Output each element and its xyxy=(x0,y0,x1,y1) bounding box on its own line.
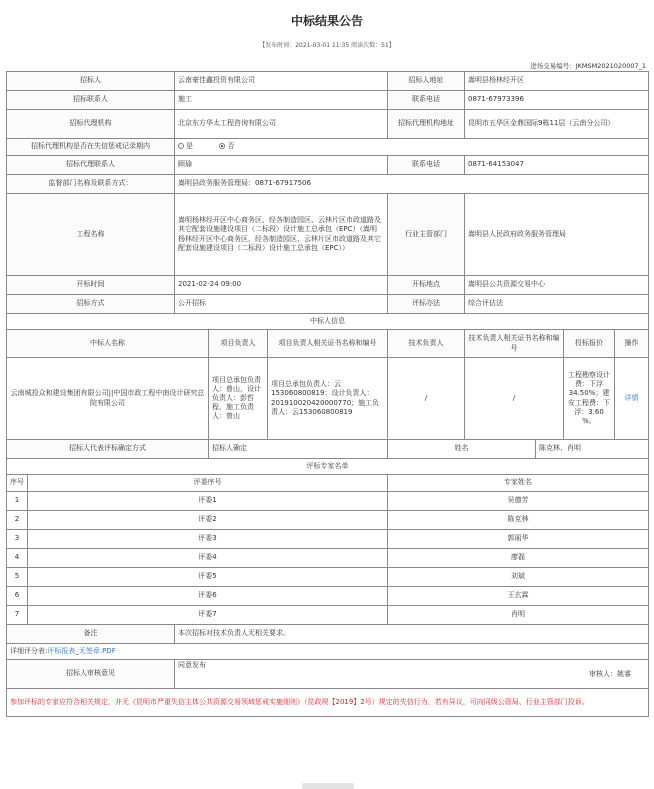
page-title: 中标结果公告 xyxy=(290,14,363,28)
remark-value: 本次招标对技术负责人无相关要求。 xyxy=(175,625,649,644)
review-cell xyxy=(175,660,649,689)
open-place-value: 嵩明县公共资源交易中心 xyxy=(465,276,649,295)
expert-no: 4 xyxy=(7,549,28,568)
winner-header-price: 投标报价 xyxy=(564,330,615,358)
table-row xyxy=(7,511,649,530)
method-value: 公开招标 xyxy=(175,295,388,314)
dept-value: 嵩明县人民政府政务服务管理局 xyxy=(465,194,649,276)
tenderer-value: 云南豪佳鑫投资有限公司 xyxy=(175,72,388,91)
rep-name-value: 陈克林、肖明 xyxy=(536,440,649,459)
expert-seq: 评委7 xyxy=(28,606,388,625)
announcement-table xyxy=(6,71,649,717)
open-time-value: 2021-02-24 09:00 xyxy=(175,276,388,295)
open-time-label: 开标时间 xyxy=(7,276,175,295)
supervisor-label: 监督部门名称及联系方式： xyxy=(7,175,175,194)
radio-yes[interactable] xyxy=(178,143,184,149)
supervisor-value: 嵩明县政务服务管理局：0871-67917506 xyxy=(175,175,649,194)
contact-label: 招标联系人 xyxy=(7,91,175,110)
phone-value: 0871-67973396 xyxy=(465,91,649,110)
phone-label: 联系电话 xyxy=(388,91,465,110)
agency-address-label: 招标代理机构地址 xyxy=(388,110,465,139)
eval-label: 评标办法 xyxy=(388,295,465,314)
table-row xyxy=(7,549,649,568)
radio-no[interactable] xyxy=(219,143,225,149)
agency-contact-label: 招标代理联系人 xyxy=(7,156,175,175)
rep-method-label: 招标人代表评标确定方式 xyxy=(7,440,209,459)
expert-no: 7 xyxy=(7,606,28,625)
detail-row xyxy=(7,644,649,660)
winner-section-title: 中标人信息 xyxy=(7,314,649,330)
agency-label: 招标代理机构 xyxy=(7,110,175,139)
expert-name: 廖磊 xyxy=(388,549,649,568)
radio-yes-label: 是 xyxy=(186,142,193,151)
trade-number: 进场交易编号：JKMSM2021020007_1 xyxy=(530,62,646,70)
table-row xyxy=(7,568,649,587)
table-row xyxy=(7,530,649,549)
winner-header-manager: 项目负责人 xyxy=(209,330,268,358)
expert-seq: 评委3 xyxy=(28,530,388,549)
expert-header-name: 专家姓名 xyxy=(388,475,649,492)
expert-name: 刘斌 xyxy=(388,568,649,587)
expert-header-seq: 评委序号 xyxy=(28,475,388,492)
table-row xyxy=(7,492,649,511)
winner-tech: / xyxy=(388,358,465,440)
open-place-label: 开标地点 xyxy=(388,276,465,295)
expert-section-title: 评标专家名单 xyxy=(7,459,649,475)
winner-header-manager-cert: 项目负责人相关证书名称和编号 xyxy=(268,330,388,358)
project-value: 嵩明杨林经开区中心商务区、经各制造园区、云林片区市政道路及其它配套设施建设项目（二标段）设计施工总承包（EPC）（嵩明杨林经开区中心商务区、经各制造园区、云林片区市政道路及其它配套设施建设项目（二标段）设计施工总承包（EPC）） xyxy=(175,194,388,276)
table-row xyxy=(7,587,649,606)
remark-label: 备注 xyxy=(7,625,175,644)
winner-detail-link[interactable]: 详情 xyxy=(615,358,649,440)
rep-name-label: 姓名 xyxy=(388,440,536,459)
winner-header-action: 操作 xyxy=(615,330,649,358)
winner-header-name: 中标人名称 xyxy=(7,330,209,358)
expert-no: 1 xyxy=(7,492,28,511)
dept-label: 行业主管部门 xyxy=(388,194,465,276)
expert-name: 郭丽华 xyxy=(388,530,649,549)
winner-header-tech: 技术负责人 xyxy=(388,330,465,358)
agency-phone-label: 联系电话 xyxy=(388,156,465,175)
winner-price: 工程勘察设计费：下浮34.50%；建安工程费：下浮：3.60 %。 xyxy=(564,358,615,440)
expert-name: 王玄霖 xyxy=(388,587,649,606)
eval-value: 综合评估法 xyxy=(465,295,649,314)
detail-prefix: 详细评分表: xyxy=(10,646,48,655)
expert-no: 5 xyxy=(7,568,28,587)
expert-seq: 评委5 xyxy=(28,568,388,587)
expert-seq: 评委6 xyxy=(28,587,388,606)
expert-name: 吴德芳 xyxy=(388,492,649,511)
tenderer-address-label: 招标人地址 xyxy=(388,72,465,91)
agency-phone-value: 0871-64153047 xyxy=(465,156,649,175)
detail-file-link[interactable]: 评标报表_无签章.PDF xyxy=(47,646,116,655)
expert-no: 2 xyxy=(7,511,28,530)
expert-no: 6 xyxy=(7,587,28,606)
expert-header-no: 序号 xyxy=(7,475,28,492)
bottom-button-edge[interactable] xyxy=(302,783,354,789)
credit-label: 招标代理机构是否在失信惩戒记录期内 xyxy=(7,139,175,156)
expert-no: 3 xyxy=(7,530,28,549)
tenderer-address-value: 嵩明县杨林经开区 xyxy=(465,72,649,91)
radio-no-label: 否 xyxy=(227,142,235,151)
expert-seq: 评委2 xyxy=(28,511,388,530)
expert-seq: 评委4 xyxy=(28,549,388,568)
agency-address-value: 昆明市五华区金鼎国际9栋11层（云南分公司） xyxy=(465,110,649,139)
agency-contact-value: 顾瑜 xyxy=(175,156,388,175)
review-label: 招标人审核意见 xyxy=(7,660,175,689)
notice-text: 参加评标的专家应符合相关规定，并无《昆明市严重失信主体公共资源交易领域惩戒实施细则》（昆政规【2019】2号）规定的失信行为，若有异议，可向同级公管局、行业主管部门投诉。 xyxy=(7,689,649,717)
review-value: 同意发布 xyxy=(178,661,206,669)
project-label: 工程名称 xyxy=(7,194,175,276)
expert-seq: 评委1 xyxy=(28,492,388,511)
rep-method-value: 招标人确定 xyxy=(209,440,388,459)
tenderer-label: 招标人 xyxy=(7,72,175,91)
agency-value: 北京东方华太工程咨询有限公司 xyxy=(175,110,388,139)
method-label: 招标方式 xyxy=(7,295,175,314)
winner-manager: 项目总承包负责人：曾山，设计负责人：彭哲程，施工负责人：曾山 xyxy=(209,358,268,440)
winner-tech-cert: / xyxy=(465,358,564,440)
expert-name: 肖明 xyxy=(388,606,649,625)
publish-meta: 【发布时间：2021-03-01 11:35 阅读次数：51】 xyxy=(259,42,395,49)
credit-options xyxy=(175,139,649,156)
contact-value: 施工 xyxy=(175,91,388,110)
review-auditor: 审核人：姚睿 xyxy=(589,670,631,679)
winner-header-tech-cert: 技术负责人相关证书名称和编号 xyxy=(465,330,564,358)
table-row xyxy=(7,606,649,625)
expert-name: 陈克林 xyxy=(388,511,649,530)
winner-manager-cert: 项目总承包负责人：云153060800819；设计负责人：201910020420000770；施工负责人：云153060800819 xyxy=(268,358,388,440)
winner-name: 云南城投众和建设集团有限公司||中国市政工程中南设计研究总院有限公司 xyxy=(7,358,209,440)
